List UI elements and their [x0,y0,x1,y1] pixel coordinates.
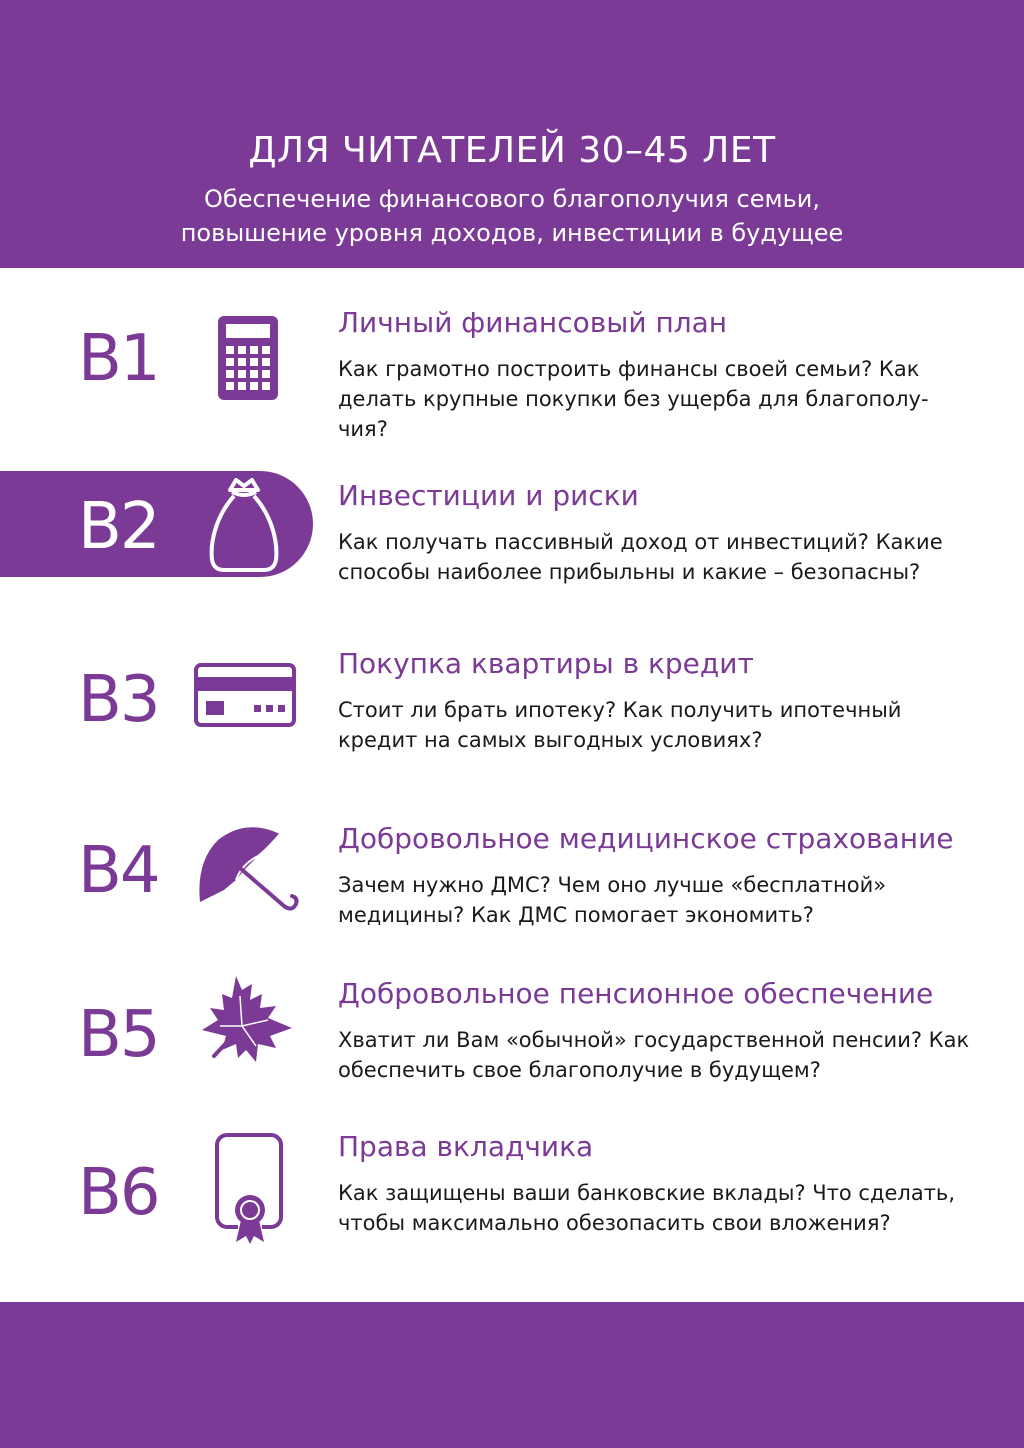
credit-card-icon [194,663,296,731]
topic-title: Инвестиции и риски [338,479,639,512]
topic-description-text: Хватит ли Вам «обычной» государственной пенсии? Как обеспечить свое благополучие в будущем? [338,1028,970,1082]
footer-banner [0,1302,1024,1448]
header-banner [0,0,1024,268]
umbrella-icon [196,822,302,918]
topic-description-text: Как защищены ваши банковские вклады? Что сделать, чтобы максимально обезопасить свои вложения? [338,1181,955,1235]
topic-description [338,527,978,587]
topic-description [338,1025,978,1085]
topic-code: B2 [78,490,159,564]
topic-description [338,354,978,444]
topic-title: Покупка квартиры в кредит [338,647,754,680]
page-subtitle [0,182,1024,250]
page-title: ДЛЯ ЧИТАТЕЛЕЙ 30–45 ЛЕТ [248,130,776,171]
topic-code: B4 [78,834,159,908]
topic-description-text: Стоит ли брать ипотеку? Как получить ипотечный кредит на самых выгодных условиях? [338,698,902,752]
topic-code: B5 [78,998,159,1072]
topic-code: B1 [78,322,159,396]
topic-title: Добровольное медицинское страхование [338,822,954,855]
maple-leaf-icon [200,976,296,1072]
topic-title: Права вкладчика [338,1130,594,1163]
subtitle-line-1: Обеспечение финансового благополучия семьи, [204,185,820,213]
topic-title: Добровольное пенсионное обеспечение [338,977,934,1010]
topic-description [338,695,978,755]
topic-description-text: Как грамотно построить финансы своей семьи? Как делать крупные покупки без ущерба для благополу-чия? [338,357,929,441]
certificate-icon [214,1132,284,1248]
topic-code: B3 [78,663,159,737]
topic-description [338,1178,978,1238]
topic-code: B6 [78,1156,159,1230]
calculator-icon [218,316,278,404]
money-bag-icon [206,476,282,578]
topic-description-text: Зачем нужно ДМС? Чем оно лучше «бесплатной» медицины? Как ДМС помогает экономить? [338,873,887,927]
topic-description [338,870,978,930]
topic-title: Личный финансовый план [338,306,728,339]
subtitle-line-2: повышение уровня доходов, инвестиции в будущее [180,219,844,247]
topic-description-text: Как получать пассивный доход от инвестиций? Какие способы наиболее прибыльны и какие – безопасны? [338,530,943,584]
